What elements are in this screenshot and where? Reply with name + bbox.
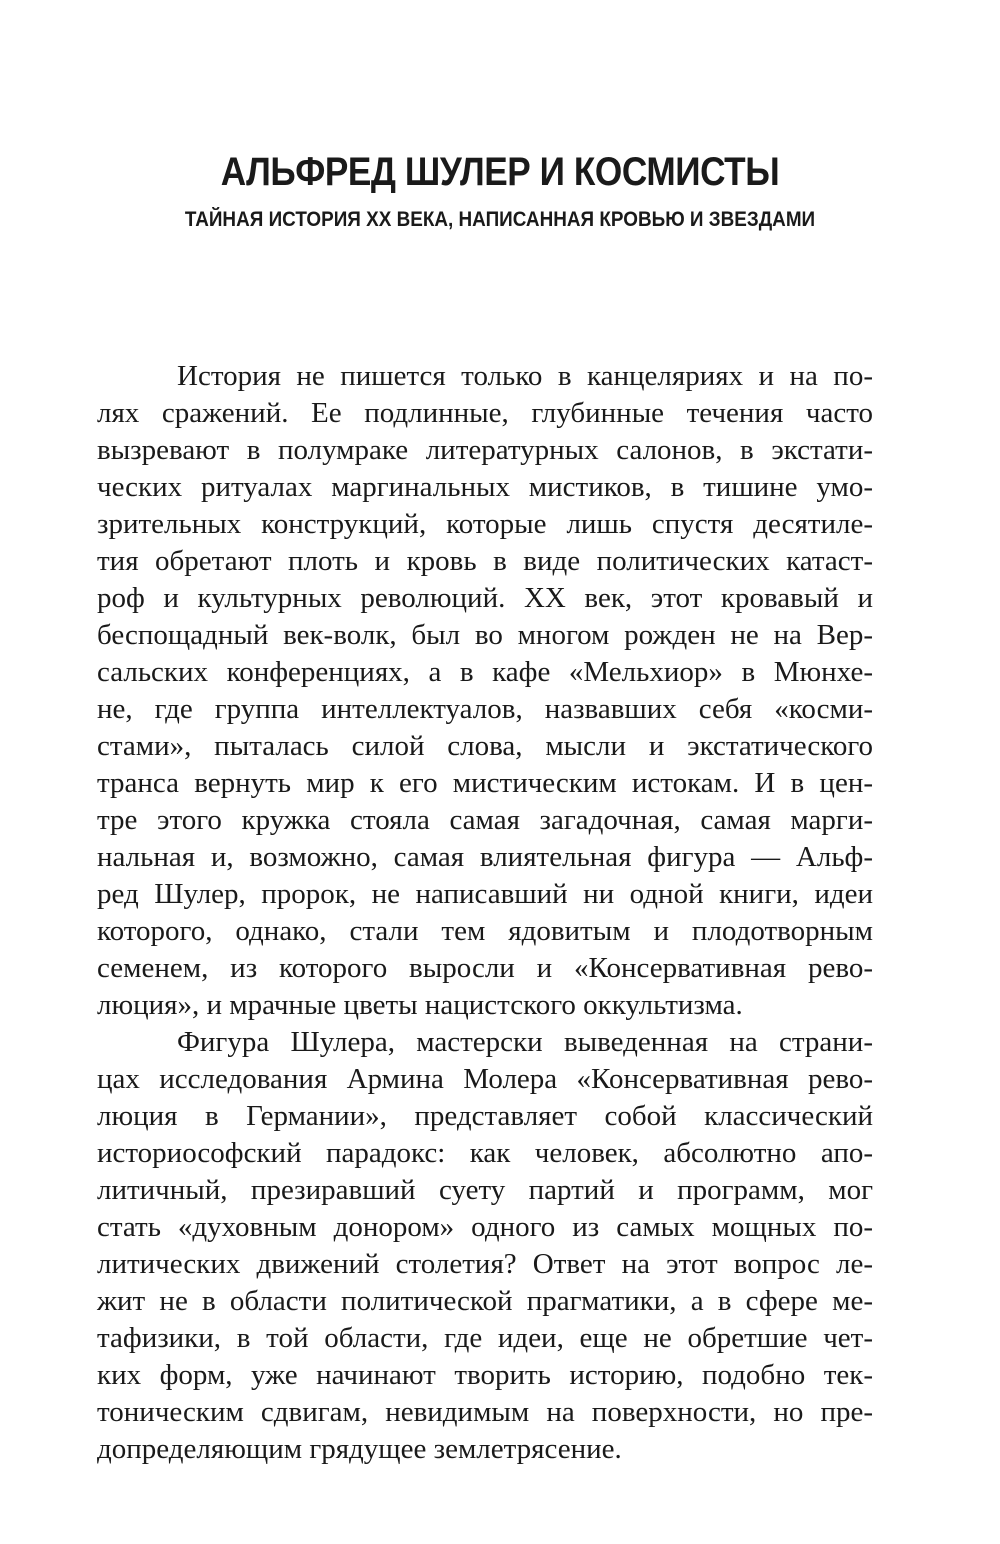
chapter-title: АЛЬФРЕД ШУЛЕР И КОСМИСТЫ (220, 150, 780, 194)
text-line: семенем, из которого выросли и «Консервативная рево- (97, 952, 873, 984)
text-line: ред Шулер, пророк, не написавший ни одной книги, идеи (97, 878, 873, 910)
text-line: лях сражений. Ее подлинные, глубинные течения часто (97, 397, 873, 429)
text-line: Фигура Шулера, мастерски выведенная на страни- (177, 1026, 873, 1058)
text-line: жит не в области политической прагматики, а в сфере ме- (97, 1285, 873, 1317)
text-line: тоническим сдвигам, невидимым на поверхности, но пре- (97, 1396, 873, 1428)
text-line: стами», пыталась силой слова, мысли и экстатического (97, 730, 873, 762)
text-line: История не пишется только в канцеляриях и на по- (177, 360, 873, 392)
text-line: ческих ритуалах маргинальных мистиков, в тишине умо- (97, 471, 873, 503)
body-text (97, 358, 873, 1468)
text-line: сальских конференциях, а в кафе «Мельхиор» в Мюнхе- (97, 656, 873, 688)
text-line: транса вернуть мир к его мистическим истокам. И в цен- (97, 767, 873, 799)
text-line: вызревают в полумраке литературных салонов, в экстати- (97, 434, 873, 466)
text-line: зрительных конструкций, которые лишь спустя десятиле- (97, 508, 873, 540)
text-line: которого, однако, стали тем ядовитым и плодотворным (97, 915, 873, 947)
text-line: историософский парадокс: как человек, абсолютно апо- (97, 1137, 873, 1169)
text-line: литических движений столетия? Ответ на этот вопрос ле- (97, 1248, 873, 1280)
text-line: тия обретают плоть и кровь в виде политических катаст- (97, 545, 873, 577)
text-line: допределяющим грядущее землетрясение. (97, 1433, 622, 1465)
text-line: люция», и мрачные цветы нацистского оккультизма. (97, 989, 743, 1021)
text-line: цах исследования Армина Молера «Консервативная рево- (97, 1063, 873, 1095)
text-line: беспощадный век-волк, был во многом рожден не на Вер- (97, 619, 873, 651)
chapter-subtitle: ТАЙНАЯ ИСТОРИЯ XX ВЕКА, НАПИСАННАЯ КРОВЬЮ И ЗВЕЗДАМИ (184, 208, 816, 231)
text-line: тре этого кружка стояла самая загадочная, самая марги- (97, 804, 873, 836)
text-line: стать «духовным донором» одного из самых мощных по- (97, 1211, 873, 1243)
text-line: нальная и, возможно, самая влиятельная фигура — Альф- (97, 841, 873, 873)
text-line: тафизики, в той области, где идеи, еще не обретшие чет- (97, 1322, 873, 1354)
text-line: литичный, презиравший суету партий и программ, мог (97, 1174, 873, 1206)
text-line: люция в Германии», представляет собой классический (97, 1100, 873, 1132)
text-line: ких форм, уже начинают творить историю, подобно тек- (97, 1359, 873, 1391)
text-line: роф и культурных революций. XX век, этот кровавый и (97, 582, 873, 614)
text-line: не, где группа интеллектуалов, назвавших себя «косми- (97, 693, 873, 725)
